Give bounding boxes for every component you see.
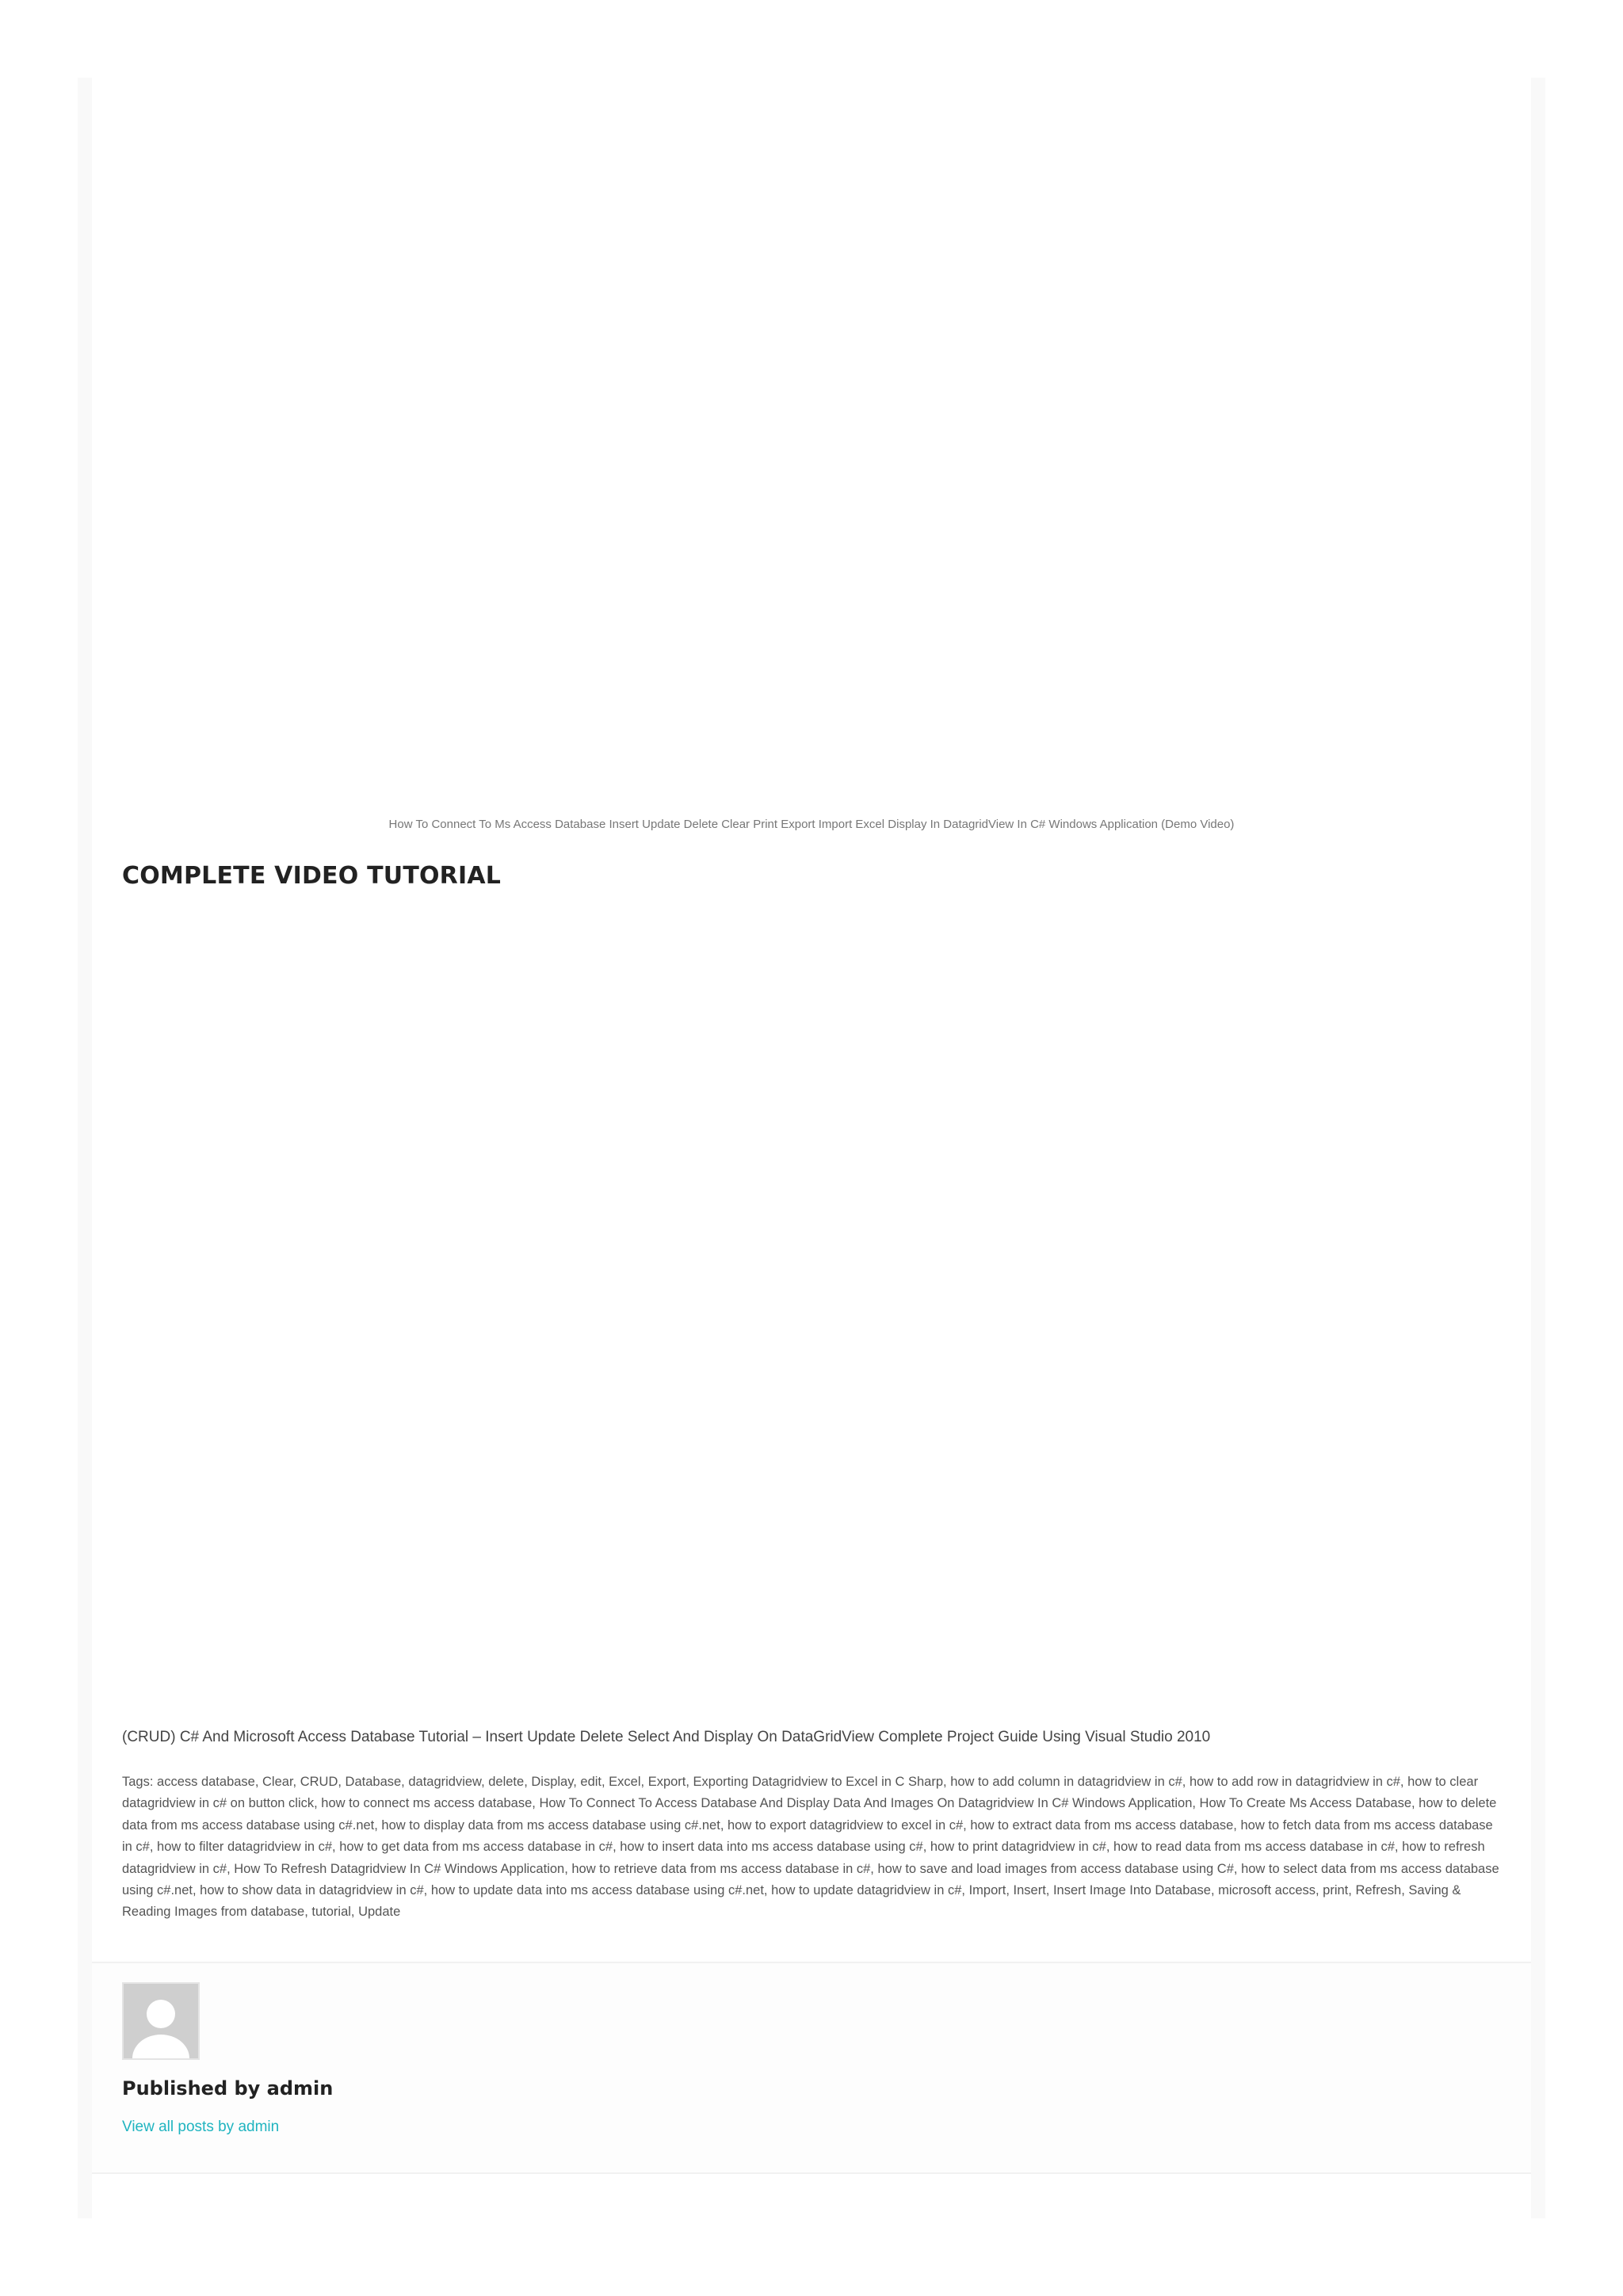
post-tags: Tags: access database, Clear, CRUD, Database, datagridview, delete, Display, edit, Excel, Export, Exporting Datagridview to Excel in C Sharp, how to add column in datagridview in c#, how to add row in datagridview in c#, how to clear datagridview in c# on button click, how to connect ms access database, How To Connect To Access Database And Display Data And Images On Datagridview In C# Windows Application, How To Create Ms Access Database, how to delete data from ms access database using c#.net, how to display data from ms access database using c#.net, how to export datagridview to excel in c#, how to extract data from ms access database, how to fetch data from ms access database in c#, how to filter datagridview in c#, how to get data from ms access database in c#, how to insert data into ms access database using c#, how to print datagridview in c#, how to read data from ms access database in c#, how to refresh datagridview in c#, How To Refresh Datagridview In C# Windows Application, how to retrieve data from ms access database in c#, how to save and load images from access database using C#, how to select data from ms access database using c#.net, how to show data in datagridview in c#, how to update data into ms access database using c#.net, how to update datagridview in c#, Import, Insert, Insert Image Into Database, microsoft access, print, Refresh, Saving & Reading Images from database, tutorial, Update — [122, 1775, 1499, 1920]
tutorial-video-embed[interactable] — [122, 919, 1501, 1695]
author-box-divider-bottom — [92, 2172, 1531, 2174]
default-avatar-icon[interactable] — [122, 1982, 200, 2060]
tutorial-video-caption: (CRUD) C# And Microsoft Access Database Tutorial – Insert Update Delete Select And Display On DataGridView Complete Project Guide Using Visual Studio 2010 — [122, 1729, 1211, 1745]
published-by-author: Published by admin — [122, 2077, 334, 2100]
demo-video-embed[interactable] — [122, 95, 1501, 808]
author-box — [92, 1963, 1531, 2172]
avatar-silhouette — [124, 1984, 198, 2058]
section-heading: COMPLETE VIDEO TUTORIAL — [122, 862, 502, 890]
view-all-posts-link[interactable]: View all posts by admin — [122, 2119, 280, 2135]
demo-video-caption: How To Connect To Ms Access Database Insert Update Delete Clear Print Export Import Excel Display In DatagridView In C# Windows Application (Demo Video) — [388, 818, 1235, 831]
